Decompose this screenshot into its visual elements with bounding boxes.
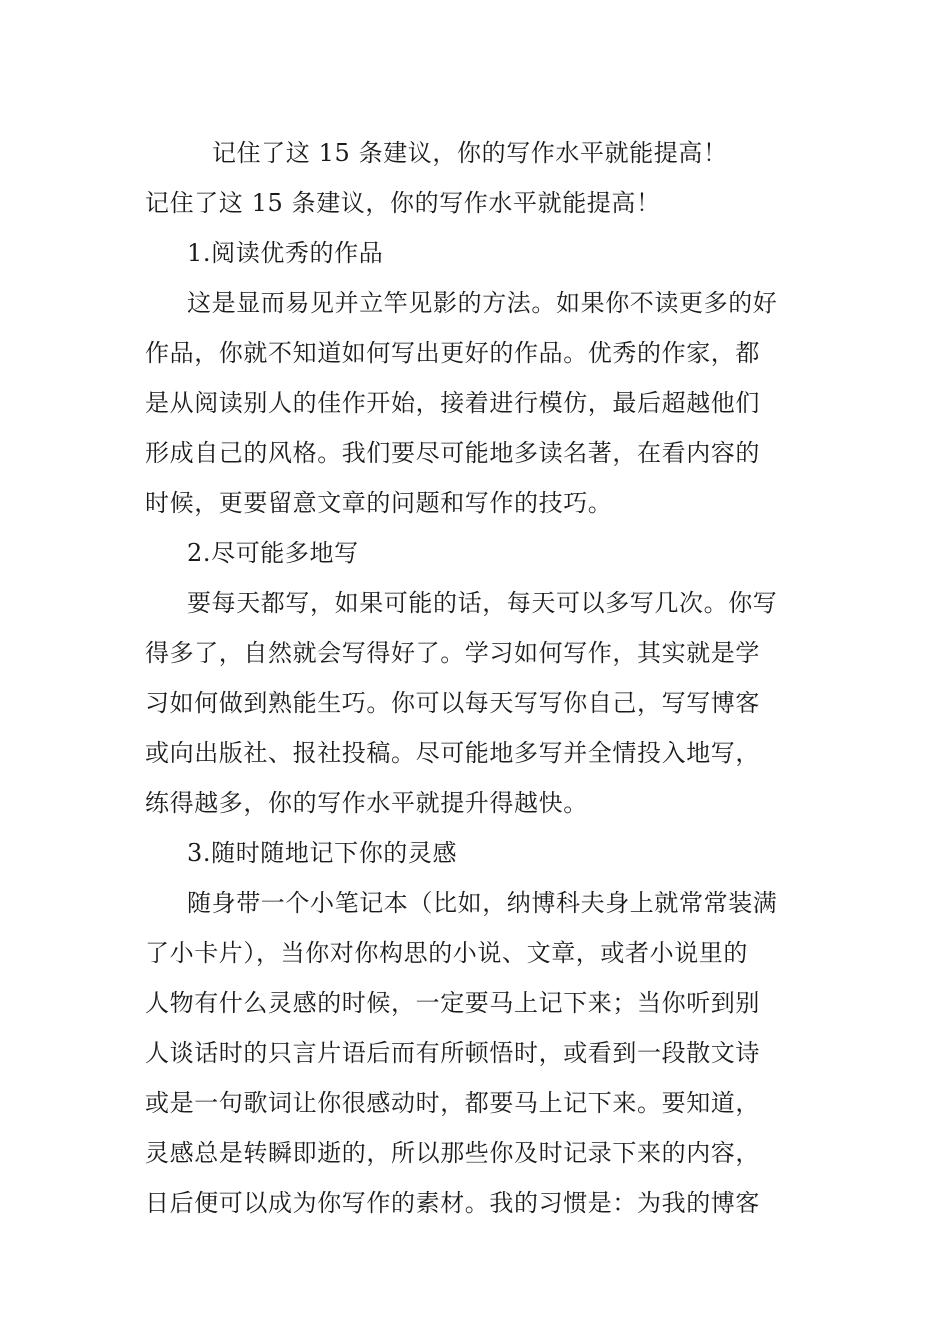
paragraph-line: 要每天都写，如果可能的话，每天可以多写几次。你写 xyxy=(187,589,778,617)
paragraph-line: 是从阅读别人的佳作开始，接着进行模仿，最后超越他们 xyxy=(145,389,760,417)
paragraph-line: 时候，更要留意文章的问题和写作的技巧。 xyxy=(145,489,613,517)
section-paragraph-3 xyxy=(145,878,810,1228)
section-heading-2: 2.尽可能多地写 xyxy=(187,539,359,567)
paragraph-line: 灵感总是转瞬即逝的，所以那些你及时记录下来的内容， xyxy=(145,1139,760,1167)
paragraph-line: 了小卡片），当你对你构思的小说、文章，或者小说里的 xyxy=(145,939,748,967)
section-paragraph-1 xyxy=(145,278,810,528)
paragraph-line: 或向出版社、报社投稿。尽可能地多写并全情投入地写， xyxy=(145,739,760,767)
paragraph-line: 这是显而易见并立竿见影的方法。如果你不读更多的好 xyxy=(187,289,778,317)
section-heading-3: 3.随时随地记下你的灵感 xyxy=(187,839,458,867)
paragraph-line: 人谈话时的只言片语后而有所顿悟时，或看到一段散文诗 xyxy=(145,1039,760,1067)
paragraph-line: 日后便可以成为你写作的素材。我的习惯是：为我的博客 xyxy=(145,1189,760,1217)
document-body xyxy=(145,128,810,1228)
paragraph-line: 作品，你就不知道如何写出更好的作品。优秀的作家，都 xyxy=(145,339,760,367)
paragraph-line: 随身带一个小笔记本（比如，纳博科夫身上就常常装满 xyxy=(187,889,778,917)
paragraph-line: 习如何做到熟能生巧。你可以每天写写你自己，写写博客 xyxy=(145,689,760,717)
section-heading-1: 1.阅读优秀的作品 xyxy=(187,239,384,267)
paragraph-line: 得多了，自然就会写得好了。学习如何写作，其实就是学 xyxy=(145,639,760,667)
paragraph-line: 形成自己的风格。我们要尽可能地多读名著，在看内容的 xyxy=(145,439,760,467)
document-title-repeat: 记住了这 15 条建议，你的写作水平就能提高！ xyxy=(145,189,661,217)
paragraph-line: 人物有什么灵感的时候，一定要马上记下来；当你听到别 xyxy=(145,989,760,1017)
section-paragraph-2 xyxy=(145,578,810,828)
paragraph-line: 练得越多，你的写作水平就提升得越快。 xyxy=(145,789,588,817)
document-title: 记住了这 15 条建议，你的写作水平就能提高！ xyxy=(212,139,728,167)
paragraph-line: 或是一句歌词让你很感动时，都要马上记下来。要知道， xyxy=(145,1089,760,1117)
